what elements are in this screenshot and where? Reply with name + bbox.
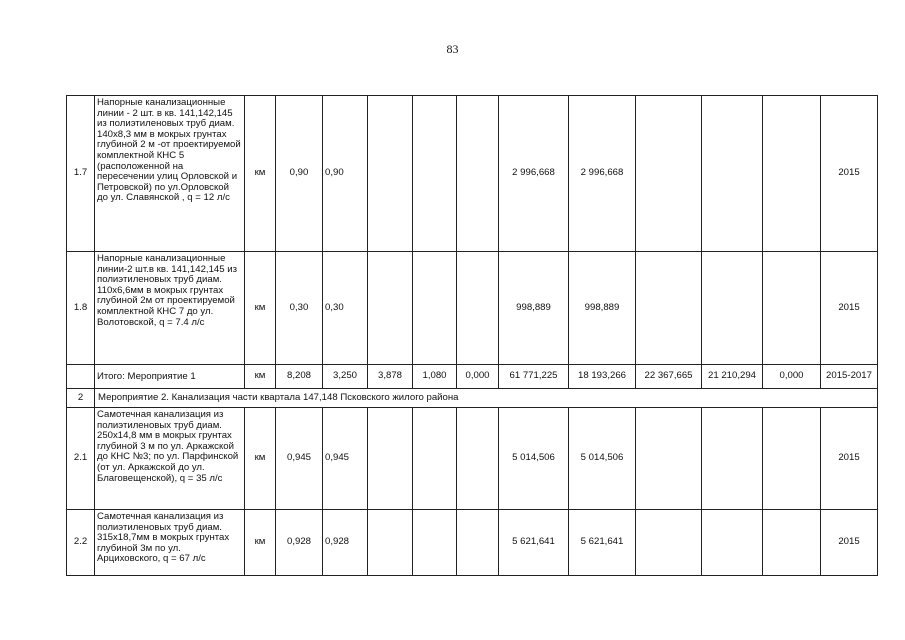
value-cell xyxy=(368,252,413,365)
value-cell xyxy=(368,510,413,576)
value-cell xyxy=(413,252,457,365)
total-label: Итого: Мероприятие 1 xyxy=(95,365,245,389)
value-cell xyxy=(763,96,821,252)
value-cell: 61 771,225 xyxy=(499,365,569,389)
value-cell xyxy=(763,408,821,510)
value-cell xyxy=(368,408,413,510)
row-description: Напорные канализационные линии-2 шт.в кв. 141,142,145 из полиэтиленовых труб диам. 110х6,6мм в мокрых грунтах глубиной 2м от проектируемой комплектной КНС 7 до ул. Волотовской, q = 7.4 л/с xyxy=(95,252,245,365)
unit-cell: км xyxy=(245,408,276,510)
value-cell xyxy=(457,252,499,365)
value-cell xyxy=(702,252,763,365)
section-label: Мероприятие 2. Канализация части квартала 147,148 Псковского жилого района xyxy=(98,391,459,403)
value-cell: 0,928 xyxy=(276,510,323,576)
value-cell: 2 996,668 xyxy=(499,96,569,252)
value-cell xyxy=(702,96,763,252)
value-cell: 998,889 xyxy=(499,252,569,365)
section-row xyxy=(67,389,878,408)
value-cell: 3,878 xyxy=(368,365,413,389)
value-cell: 1,080 xyxy=(413,365,457,389)
value-cell xyxy=(702,510,763,576)
value-cell xyxy=(636,252,702,365)
value-cell: 0,945 xyxy=(323,408,368,510)
row-description: Напорные канализационные линии - 2 шт. в кв. 141,142,145 из полиэтиленовых труб диам. 140х8,3 мм в мокрых грунтах глубиной 2 м -от проектируемой комплектной КНС 5 (расположенной на пересечении улиц Орловской и Петровской) по ул.Орловской до ул. Славянской , q = 12 л/с xyxy=(95,96,245,252)
section-number: 2 xyxy=(67,389,95,408)
unit-cell: км xyxy=(245,365,276,389)
row-number xyxy=(67,365,95,389)
value-cell xyxy=(636,510,702,576)
value-cell: 22 367,665 xyxy=(636,365,702,389)
value-cell: 5 014,506 xyxy=(499,408,569,510)
value-cell: 5 621,641 xyxy=(569,510,636,576)
row-description: Самотечная канализация из полиэтиленовых труб диам. 250х14,8 мм в мокрых грунтах глубиной 3 м по ул. Аркажской до КНС №3; по ул. Парфинской (от ул. Аркажской до ул. Благовещенской), q = 35 л/с xyxy=(95,408,245,510)
table-row xyxy=(67,96,878,252)
value-cell xyxy=(457,408,499,510)
value-cell xyxy=(413,408,457,510)
value-cell xyxy=(636,96,702,252)
value-cell: 0,90 xyxy=(323,96,368,252)
value-cell: 8,208 xyxy=(276,365,323,389)
value-cell xyxy=(636,408,702,510)
page-number: 83 xyxy=(446,42,459,56)
value-cell xyxy=(457,96,499,252)
table-row xyxy=(67,510,878,576)
year-cell: 2015 xyxy=(821,510,878,576)
row-number: 1.7 xyxy=(67,96,95,252)
value-cell xyxy=(702,408,763,510)
value-cell xyxy=(368,96,413,252)
value-cell: 18 193,266 xyxy=(569,365,636,389)
table-row xyxy=(67,252,878,365)
total-row xyxy=(67,365,878,389)
value-cell xyxy=(763,510,821,576)
value-cell xyxy=(457,510,499,576)
value-cell xyxy=(413,96,457,252)
row-number: 2.2 xyxy=(67,510,95,576)
value-cell: 5 621,641 xyxy=(499,510,569,576)
value-cell xyxy=(763,252,821,365)
value-cell: 0,928 xyxy=(323,510,368,576)
value-cell: 2 996,668 xyxy=(569,96,636,252)
value-cell: 21 210,294 xyxy=(702,365,763,389)
row-number: 1.8 xyxy=(67,252,95,365)
value-cell: 0,30 xyxy=(323,252,368,365)
unit-cell: км xyxy=(245,252,276,365)
unit-cell: км xyxy=(245,510,276,576)
value-cell: 0,000 xyxy=(763,365,821,389)
value-cell: 3,250 xyxy=(323,365,368,389)
row-description: Самотечная канализация из полиэтиленовых труб диам. 315х18,7мм в мокрых грунтах глубиной 3м по ул. Арциховского, q = 67 л/с xyxy=(95,510,245,576)
value-cell: 998,889 xyxy=(569,252,636,365)
row-number: 2.1 xyxy=(67,408,95,510)
table-row xyxy=(67,408,878,510)
value-cell: 0,945 xyxy=(276,408,323,510)
value-cell xyxy=(413,510,457,576)
data-table xyxy=(66,95,878,576)
year-cell: 2015 xyxy=(821,96,878,252)
year-cell: 2015 xyxy=(821,252,878,365)
value-cell: 0,000 xyxy=(457,365,499,389)
year-cell: 2015 xyxy=(821,408,878,510)
value-cell: 0,90 xyxy=(276,96,323,252)
unit-cell: км xyxy=(245,96,276,252)
year-cell: 2015-2017 xyxy=(821,365,878,389)
section-title xyxy=(95,389,878,408)
value-cell: 0,30 xyxy=(276,252,323,365)
value-cell: 5 014,506 xyxy=(569,408,636,510)
